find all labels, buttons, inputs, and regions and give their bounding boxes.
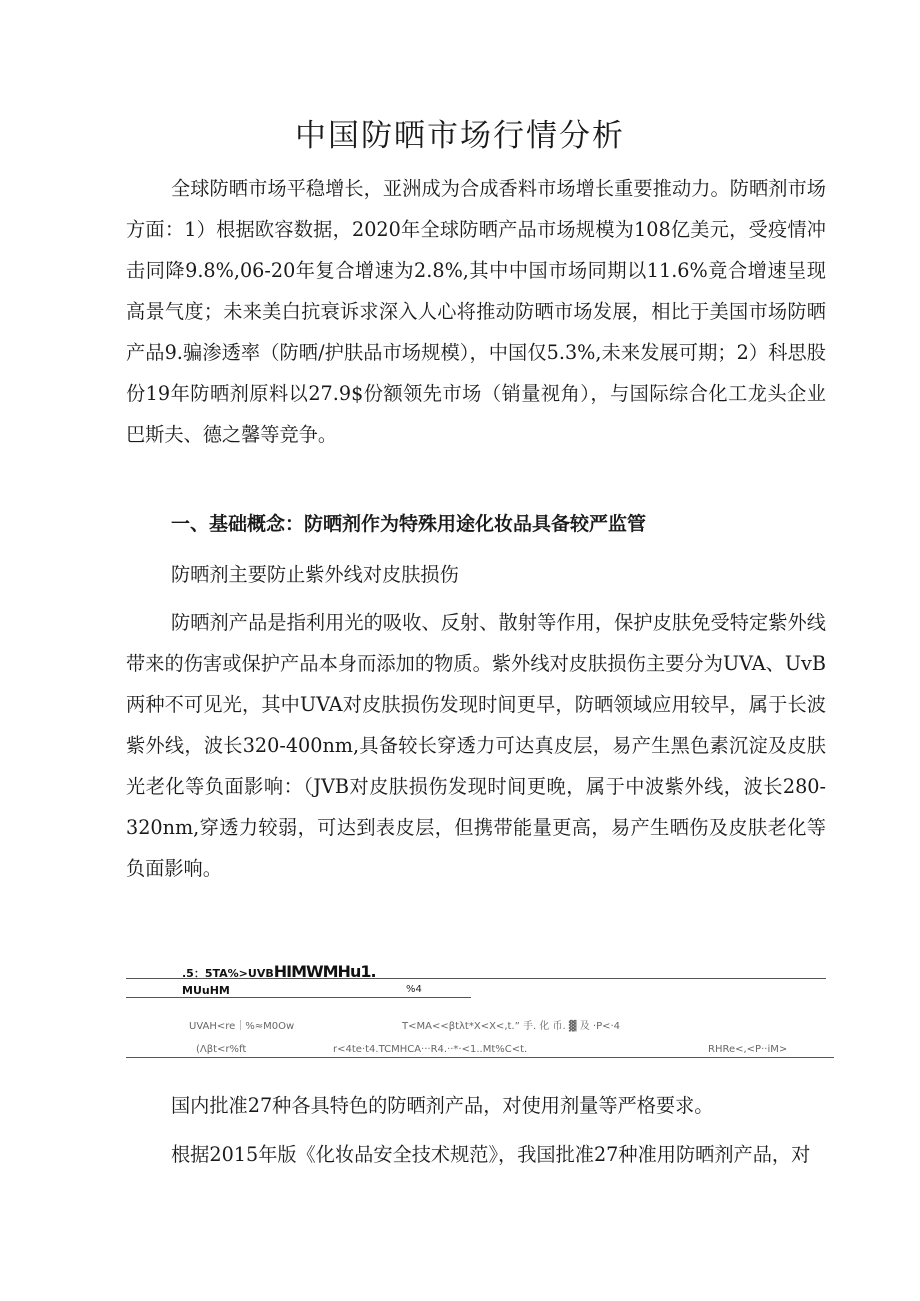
paragraph-approval: 国内批准27种各具特色的防晒剂产品，对使用剂量等严格要求。	[171, 1094, 714, 1117]
paragraph-uv-explanation: 防晒剂产品是指利用光的吸收、反射、散射等作用，保护皮肤免受特定紫外线带来的伤害或保护产品本身而添加的物质。紫外线对皮肤损伤主要分为UVA、UvB两种不可见光，其中UVA对皮肤损伤发现时间更早，防晒领域应用较早，属于长波紫外线，波长320-400nm,具备较长穿透力可达真皮层，易产生黑色素沉淀及皮肤光老化等负面影响：（JVB对皮肤损伤发现时间更晚，属于中波紫外线，波长280-320nm,穿透力较弱，可达到表皮层，但携带能量更高，易产生晒伤及皮肤老化等负面影响。	[126, 611, 826, 880]
paragraph-market-overview: 全球防晒市场平稳增长，亚洲成为合成香料市场增长重要推动力。防晒剂市场方面：1）根据欧容数据，2020年全球防晒产品市场规模为108亿美元，受疫情冲击同降9.8%,06-20年复合增速为2.8%,其中中国市场同期以11.6%竟合增速呈现高景气度；未来美白抗衰诉求深入人心将推动防晒市场发展，相比于美国市场防晒产品9.骗渗透率（防晒/护肤品市场规模），中国仅5.3%,未来发展可期；2）科思股份19年防晒剂原料以27.9$份额领先市场（销量视角），与国际综合化工龙头企业巴斯夫、德之馨等竞争。	[126, 177, 826, 446]
table-header-small: .5：5TA%>UVB	[182, 967, 274, 980]
table-header-big: HIMWMHu1.	[273, 962, 376, 981]
table-header-row2-right: %4	[406, 984, 422, 995]
table-cell: r<4te·t4.TCMHCA···R4.··*·<1..Mt%C<t.	[333, 1044, 528, 1055]
table-divider	[126, 978, 826, 979]
table-bottom-border	[126, 1057, 834, 1058]
subheading: 防晒剂主要防止紫外线对皮肤损伤	[171, 563, 459, 586]
table-cell: RHRe<,<P··iM>	[708, 1044, 788, 1055]
uv-comparison-table	[126, 962, 834, 1062]
section-heading: 一、基础概念：防晒剂作为特殊用途化妆品具备较严监管	[171, 513, 647, 535]
table-divider	[126, 997, 471, 998]
document-title: 中国防晒市场行情分析	[295, 118, 625, 154]
table-cell: T<MA<<βtλt*X<X<,t.” 手. 化 币. ▓ 及 ·P<·4	[402, 1021, 621, 1032]
table-header-row2-left: MUuHM	[182, 984, 230, 997]
paragraph-regulation: 根据2015年版《化妆品安全技术规范》，我国批准27种准用防晒剂产品，对	[171, 1143, 811, 1166]
table-cell: UVAH<re｜%≈M0Ow	[189, 1021, 295, 1032]
table-cell: (Λβt<r%ft	[196, 1044, 247, 1055]
